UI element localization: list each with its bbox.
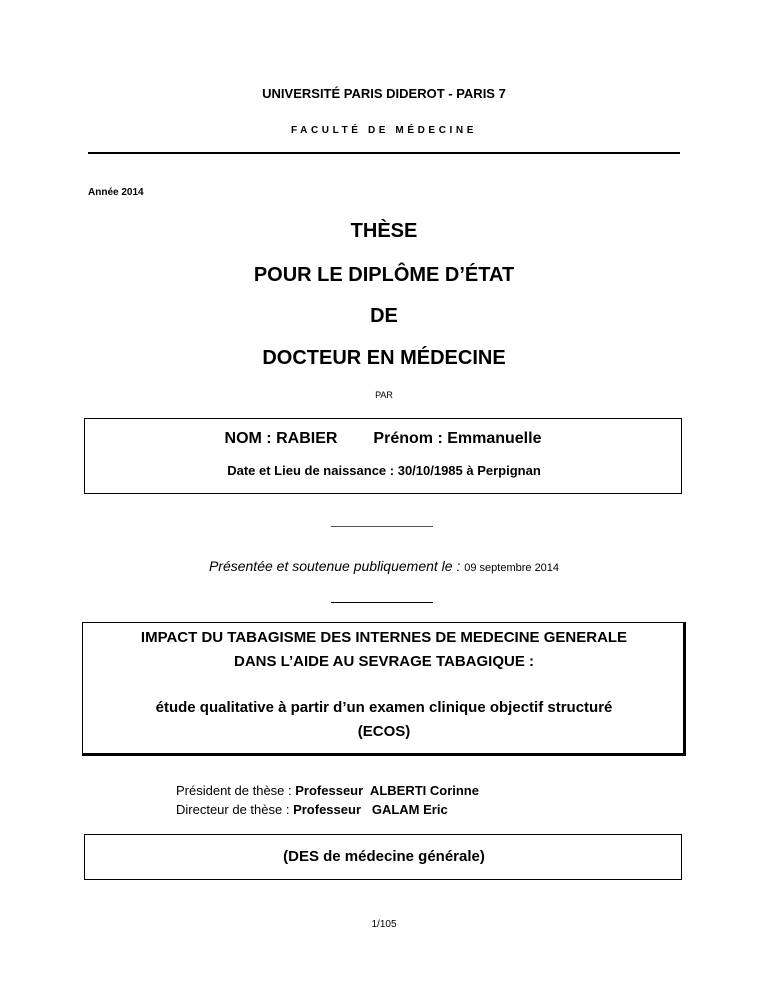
header-divider (88, 152, 680, 154)
defense-label: Présentée et soutenue publiquement le : (208, 558, 461, 574)
president-line (176, 781, 479, 800)
subject-line4: (ECOS) (357, 723, 411, 740)
author-birth: Date et Lieu de naissance : 30/10/1985 à Perpignan (227, 463, 541, 478)
faculty-name: FACULTÉ DE MÉDECINE (291, 125, 477, 136)
thesis-subject-title (82, 626, 686, 674)
director-name: Professeur GALAM Eric (293, 802, 448, 817)
thesis-title-line4: DOCTEUR EN MÉDECINE (262, 347, 506, 369)
author-nom: NOM : RABIER (224, 430, 338, 447)
university-name: UNIVERSITÉ PARIS DIDEROT - PARIS 7 (262, 86, 506, 101)
page-number: 1/105 (371, 919, 397, 930)
director-label: Directeur de thèse : (176, 802, 290, 817)
subject-line2: DANS L’AIDE AU SEVRAGE TABAGIQUE : (233, 653, 535, 670)
author-prenom: Prénom : Emmanuelle (373, 430, 542, 447)
author-name-line (84, 430, 682, 448)
year-label: Année 2014 (88, 187, 144, 198)
defense-date: 09 septembre 2014 (464, 562, 560, 574)
thesis-subject-subtitle (82, 696, 686, 744)
director-line (176, 800, 479, 819)
thesis-title-line2: POUR LE DIPLÔME D’ÉTAT (253, 264, 515, 286)
president-label: Président de thèse : (176, 783, 292, 798)
subject-line3: étude qualitative à partir d’un examen clinique objectif structuré (155, 699, 613, 716)
jury-block (176, 781, 479, 819)
defense-line (0, 558, 768, 574)
des-label: (DES de médecine générale) (283, 848, 485, 865)
subject-line1: IMPACT DU TABAGISME DES INTERNES DE MEDECINE GENERALE (140, 629, 628, 646)
par-label: PAR (375, 390, 393, 400)
thesis-title-line3: DE (370, 305, 398, 327)
separator-line-2 (331, 602, 433, 603)
separator-line-1 (331, 526, 433, 527)
thesis-title-line1: THÈSE (350, 220, 418, 242)
president-name: Professeur ALBERTI Corinne (295, 783, 479, 798)
